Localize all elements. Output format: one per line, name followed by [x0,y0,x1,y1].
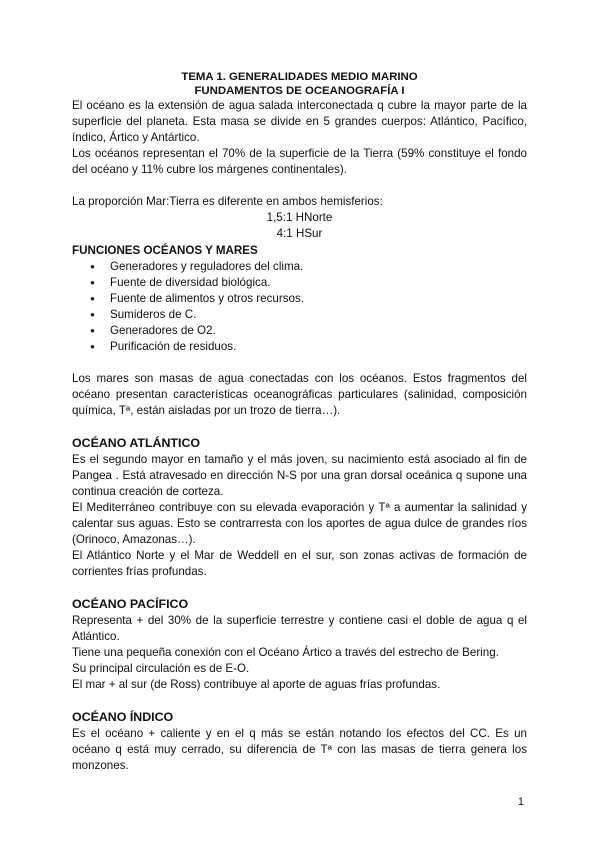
pacifico-paragraph-3: Su principal circulación es de E-O. [72,662,250,675]
title-line-2: FUNDAMENTOS DE OCEANOGRAFÍA I [194,85,405,97]
atlantico-paragraph-1: Es el segundo mayor en tamaño y el más joven, su nacimiento está asociado al fin de Pangea . Está atravesado en dirección N-S por una gran dorsal oceánica q supone una continua creación de corteza. [72,453,527,498]
ratio-north: 1,5:1 HNorte [266,211,333,224]
atlantico-heading: OCÉANO ATLÁNTICO [72,436,201,450]
list-item: ● Fuente de alimentos y otros recursos. [110,291,527,307]
pacifico-paragraph-4: El mar + al sur (de Ross) contribuye al aporte de aguas frías profundas. [72,678,441,691]
pacifico-heading: OCÉANO PACÍFICO [72,597,189,611]
intro-paragraph-2: Los océanos representan el 70% de la superficie de la Tierra (59% constituye el fondo del océano y 11% cubre los márgenes continentales). [72,147,527,176]
atlantico-paragraph-2: El Mediterráneo contribuye con su elevada evaporación y Tª a aumentar la salinidad y calentar sus aguas. Esto se contrarresta con los aportes de agua dulce de grandes ríos (Orinoco, Amazonas…). [72,501,527,546]
mares-paragraph: Los mares son masas de agua conectadas con los océanos. Estos fragmentos del océano presentan características oceanográficas particulares (salinidad, composición química, Tª, están aisladas por un trozo de tierra…). [72,372,527,417]
list-item: ● Generadores y reguladores del clima. [110,259,527,275]
document-title [72,70,527,98]
list-item: ● Purificación de residuos. [110,339,527,355]
intro-paragraph-1: El océano es la extensión de agua salada interconectada q cubre la mayor parte de la superficie del planeta. Esta masa se divide en 5 grandes cuerpos: Atlántico, Pacífico, índico, Ártico y Antártico. [72,99,527,144]
list-item: ● Generadores de O2. [110,323,527,339]
ratio-south: 4:1 HSur [276,227,323,240]
title-line-1: TEMA 1. GENERALIDADES MEDIO MARINO [181,71,418,83]
list-item: ● Sumideros de C. [110,307,527,323]
atlantico-paragraph-3: El Atlántico Norte y el Mar de Weddell en el sur, son zonas activas de formación de corrientes frías profundas. [72,549,527,578]
document-page [72,70,527,774]
pacifico-paragraph-1: Representa + del 30% de la superficie terrestre y contiene casi el doble de agua q el Atlántico. [72,614,527,643]
funciones-heading: FUNCIONES OCÉANOS Y MARES [72,244,258,257]
intro-paragraph-3: La proporción Mar:Tierra es diferente en ambos hemisferios: [72,195,383,208]
funciones-list [72,259,527,355]
indico-paragraph-1: Es el océano + caliente y en el q más se están notando los efectos del CC. Es un océano q está muy cerrado, su diferencia de Tª con las masas de tierra genera los monzones. [72,727,527,772]
list-item: ● Fuente de diversidad biológica. [110,275,527,291]
page-number: 1 [517,796,524,808]
indico-heading: OCÉANO ÍNDICO [72,710,174,724]
pacifico-paragraph-2: Tiene una pequeña conexión con el Océano Ártico a través del estrecho de Bering. [72,646,499,659]
